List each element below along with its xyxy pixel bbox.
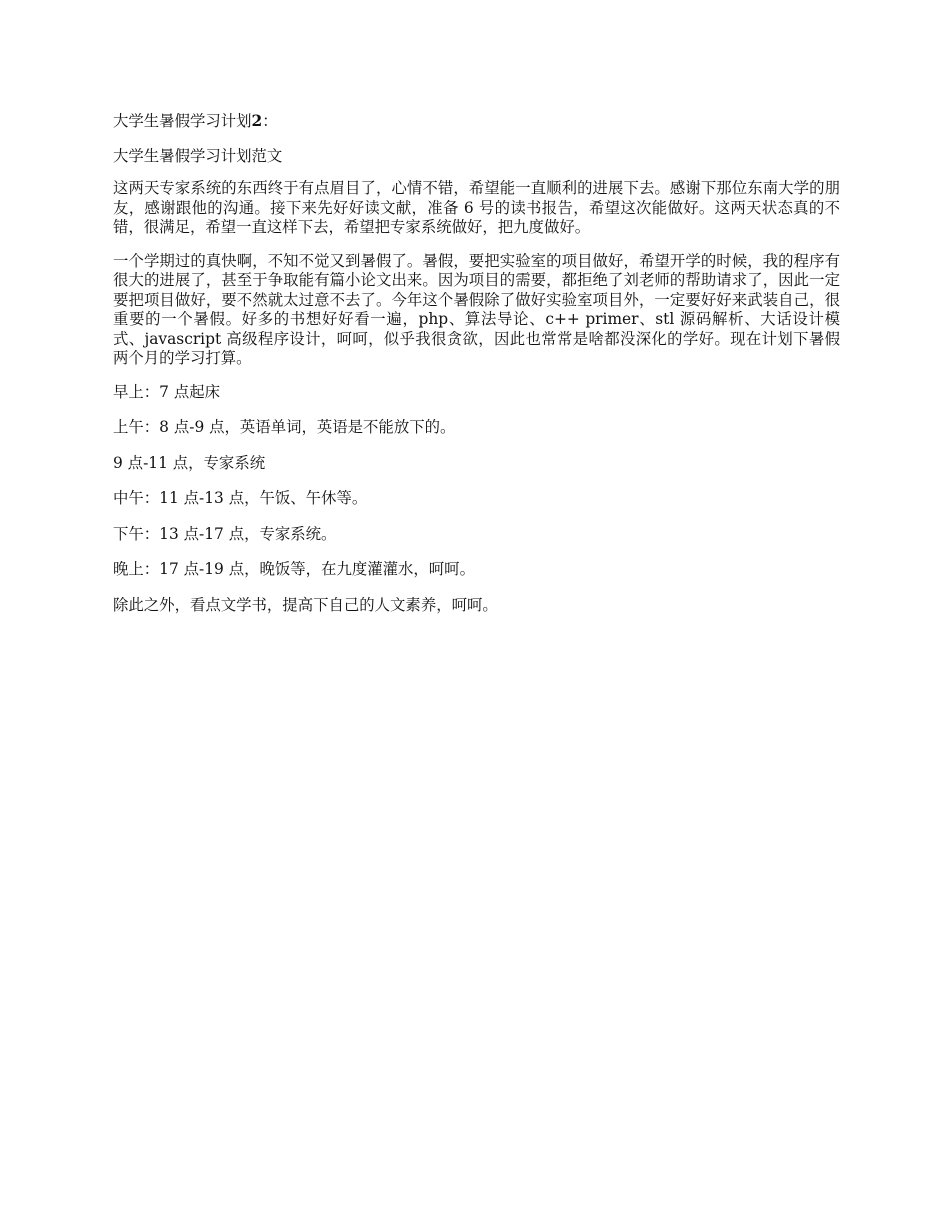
schedule-evening: 晚上：17 点-19 点，晚饭等，在九度灌灌水，呵呵。 — [113, 560, 475, 578]
schedule-morning-wake: 早上：7 点起床 — [113, 382, 221, 401]
schedule-noon: 中午：11 点-13 点，午饭、午休等。 — [113, 489, 368, 507]
title-number: 2 — [251, 112, 263, 130]
document-title — [113, 112, 840, 132]
schedule-afternoon: 下午：13 点-17 点，专家系统。 — [113, 524, 337, 543]
paragraph-1: 这两天专家系统的东西终于有点眉目了，心情不错，希望能一直顺利的进展下去。感谢下那位东南大学的朋友，感谢跟他的沟通。接下来先好好读文献，准备 6 号的读书报告，希望这次能做好。这两天状态真的不错，很满足，希望一直这样下去，希望把专家系统做好，把九度做好。 — [113, 179, 840, 236]
document-subtitle: 大学生暑假学习计划范文 — [113, 146, 283, 165]
document-page — [113, 112, 840, 631]
schedule-morning-expert: 9 点-11 点，专家系统 — [113, 453, 266, 472]
closing-paragraph: 除此之外，看点文学书，提高下自己的人文素养，呵呵。 — [113, 595, 498, 614]
title-text: 大学生暑假学习计划 — [113, 112, 252, 130]
schedule-morning-english: 上午：8 点-9 点，英语单词，英语是不能放下的。 — [113, 418, 456, 436]
paragraph-2: 一个学期过的真快啊，不知不觉又到暑假了。暑假，要把实验室的项目做好，希望开学的时候，我的程序有很大的进展了，甚至于争取能有篇小论文出来。因为项目的需要，都拒绝了刘老师的帮助请求了，因此一定要把项目做好，要不然就太过意不去了。今年这个暑假除了做好实验室项目外，一定要好好来武装自己，很重要的一个暑假。好多的书想好好看一遍，php、算法导论、c++ primer、stl 源码解析、大话设计模式、javascript 高级程序设计，呵呵，似乎我很贪欲，因此也常常是啥都没深化的学好。现在计划下暑假两个月的学习打算。 — [113, 251, 840, 367]
title-suffix: ： — [262, 112, 278, 130]
